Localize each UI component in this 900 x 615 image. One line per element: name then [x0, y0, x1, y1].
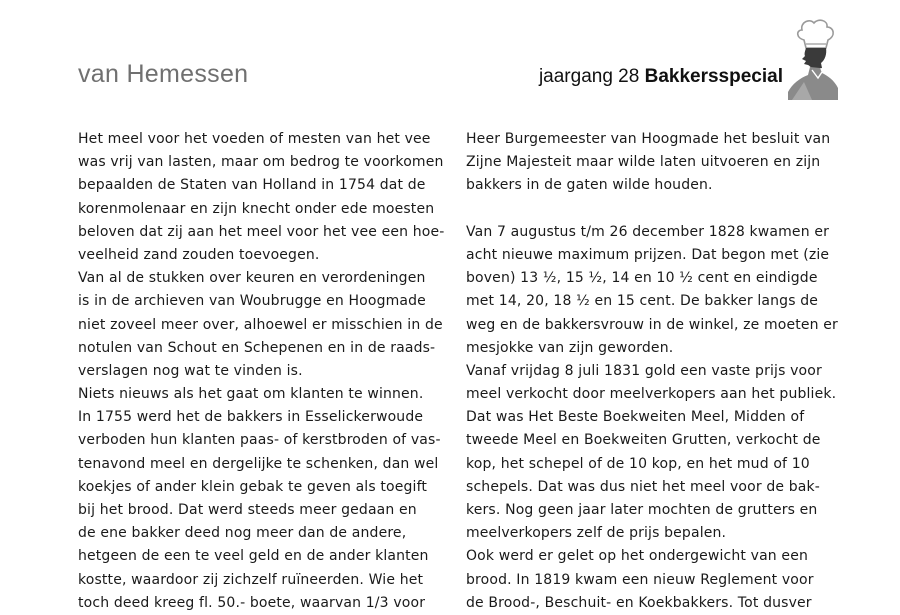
text-line: was vrij van lasten, maar om bedrog te voorkomen [78, 154, 444, 171]
text-line: kop, het schepel of de 10 kop, en het mud of 10 [466, 455, 810, 472]
text-line: niet zoveel meer over, alhoewel er misschien in de [78, 316, 443, 333]
paragraph-gap [466, 198, 826, 221]
text-line: Dat was Het Beste Boekweiten Meel, Midden of [466, 409, 805, 426]
text-line: Van 7 augustus t/m 26 december 1828 kwamen er [466, 223, 829, 240]
text-line: In 1755 werd het de bakkers in Esselickerwoude [78, 409, 424, 426]
text-line: Niets nieuws als het gaat om klanten te winnen. [78, 386, 424, 403]
text-line: brood. In 1819 kwam een nieuw Reglement voor [466, 571, 814, 588]
text-line: Zijne Majesteit maar wilde laten uitvoeren en zijn [466, 154, 821, 171]
text-line: schepels. Dat was dus niet het meel voor de bak- [466, 478, 820, 495]
author-name: van Hemessen [78, 60, 249, 88]
text-line: met 14, 20, 18 ½ en 15 cent. De bakker langs de [466, 293, 819, 310]
text-line: Vanaf vrijdag 8 juli 1831 gold een vaste prijs voor [466, 362, 822, 379]
text-line: verboden hun klanten paas- of kerstbroden of vas- [78, 432, 441, 449]
text-line: tweede Meel en Boekweiten Grutten, verkocht de [466, 432, 821, 449]
text-line: boven) 13 ½, 15 ½, 14 en 10 ½ cent en eindigde [466, 270, 818, 287]
text-line: bepaalden de Staten van Holland in 1754 dat de [78, 177, 426, 194]
text-line: veelheid zand zouden toevoegen. [78, 246, 320, 263]
issue-title [539, 66, 783, 88]
left-text-column [78, 128, 445, 615]
text-line: Ook werd er gelet op het ondergewicht van een [466, 548, 808, 565]
text-line: Van al de stukken over keuren en verordeningen [78, 270, 426, 287]
text-line: korenmolenaar en zijn knecht onder ede moesten [78, 200, 435, 217]
text-line: is in de archieven van Woubrugge en Hoogmade [78, 293, 426, 310]
text-line: beloven dat zij aan het meel voor het vee een hoe- [78, 223, 445, 240]
text-line: koekjes of ander klein gebak te geven als toegift [78, 478, 428, 495]
chef-hat-silhouette-icon [784, 18, 840, 100]
text-line: de ene bakker deed nog meer dan de andere, [78, 525, 407, 542]
text-line: kostte, waardoor zij zichzelf ruïneerden. Wie het [78, 571, 424, 588]
text-line: de Brood-, Beschuit- en Koekbakkers. Tot dusver [466, 594, 812, 611]
text-line: tenavond meel en dergelijke te schenken, dan wel [78, 455, 439, 472]
text-line: weg en de bakkersvrouw in de winkel, ze moeten er [466, 316, 838, 333]
text-line: mesjokke van zijn geworden. [466, 339, 674, 356]
text-line: Het meel voor het voeden of mesten van het vee [78, 131, 431, 147]
issue-special-title: Bakkersspecial [644, 66, 783, 87]
text-line: acht nieuwe maximum prijzen. Dat begon met (zie [466, 246, 830, 263]
text-line: Heer Burgemeester van Hoogmade het besluit van [466, 131, 831, 147]
text-line: verslagen nog wat te vinden is. [78, 362, 303, 379]
text-line: meelverkopers zelf de prijs bepalen. [466, 525, 727, 542]
issue-prefix: jaargang 28 [538, 66, 645, 87]
right-text-column [466, 128, 838, 615]
text-line: meel verkocht door meelverkopers aan het publiek. [466, 386, 837, 403]
text-line: toch deed kreeg fl. 50.- boete, waarvan 1/3 voor [78, 594, 426, 611]
text-line: bij het brood. Dat werd steeds meer gedaan en [78, 502, 417, 518]
text-line: kers. Nog geen jaar later mochten de grutters en [466, 502, 818, 518]
text-line: bakkers in de gaten wilde houden. [466, 177, 713, 194]
text-line: hetgeen de een te veel geld en de ander klanten [78, 548, 429, 565]
text-line: notulen van Schout en Schepenen en in de raads- [78, 339, 436, 356]
